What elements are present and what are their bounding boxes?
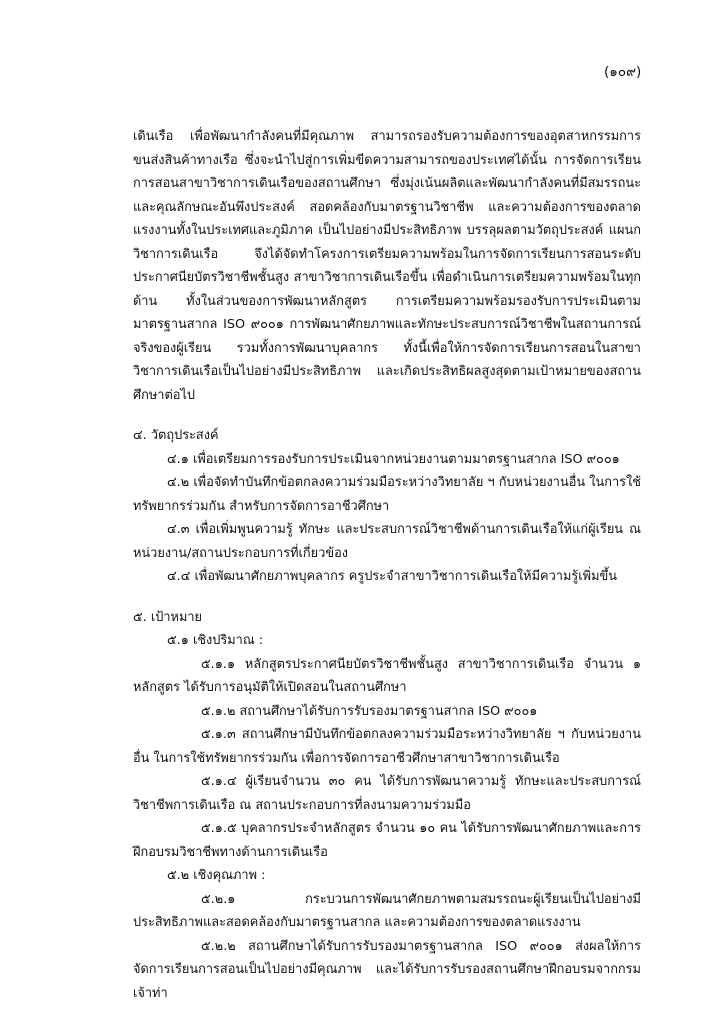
quantity-target-item: ๕.๑.๓ สถานศึกษามีบันทึกข้อตกลงความร่วมมือระหว่างวิทยาลัย ฯ กับหน่วยงานอื่น ในการใช้ทรัพยากรร่วมกัน เพื่อการจัดการอาชีวศึกษาสาขาวิชาการเดินเรือ: [133, 727, 641, 766]
quantity-heading: ๕.๑ เชิงปริมาณ :: [167, 633, 264, 648]
quality-target-item: ๕.๒.๑ กระบวนการพัฒนาศักยภาพตามสมรรถนะผู้เรียนเป็นไปอย่างมีประสิทธิภาพและสอดคล้องกับมาตรฐานสากล และความต้องการของตลาดแรงงาน: [133, 891, 641, 930]
quantity-target-item: ๕.๑.๑ หลักสูตรประกาศนียบัตรวิชาชีพชั้นสูง สาขาวิชาการเดินเรือ จำนวน ๑ หลักสูตร ได้รับการอนุมัติให้เปิดสอนในสถานศึกษา: [133, 656, 641, 695]
intro-paragraph: เดินเรือ เพื่อพัฒนากำลังคนที่มีคุณภาพ สามารถรองรับความต้องการของอุตสาหกรรมการขนส่งสินค้าทางเรือ ซึ่งจะนำไปสู่การเพิ่มขีดความสามารถของประเทศได้นั้น การจัดการเรียนการสอนสาขาวิชาการเดินเรือของสถานศึกษา ซึ่งมุ่งเน้นผลิตและพัฒนากำลังคนที่มีสมรรถนะ และคุณลักษณะอันพึงประสงค์ สอดคล้องกับมาตรฐานวิชาชีพ และความต้องการของตลาดแรงงานทั้งในประเทศและภูมิภาค เป็นไปอย่างมีประสิทธิภาพ บรรลุผลตามวัตถุประสงค์ แผนกวิชาการเดินเรือ จึงได้จัดทำโครงการเตรียมความพร้อมในการจัดการเรียนการสอนระดับประกาศนียบัตรวิชาชีพชั้นสูง สาขาวิชาการเดินเรือขึ้น เพื่อดำเนินการเตรียมความพร้อมในทุกด้าน ทั้งในส่วนของการพัฒนาหลักสูตร การเตรียมความพร้อมรองรับการประเมินตามมาตรฐานสากล ISO ๙๐๐๑ การพัฒนาศักยภาพและทักษะประสบการณ์วิชาชีพในสถานการณ์จริงของผู้เรียน รวมทั้งการพัฒนาบุคลากร ทั้งนี้เพื่อให้การจัดการเรียนการสอนในสาขาวิชาการเดินเรือเป็นไปอย่างมีประสิทธิภาพ และเกิดประสิทธิผลสูงสุดตามเป้าหมายของสถานศึกษาต่อไป: [133, 129, 641, 403]
quantity-target-item: ๕.๑.๔ ผู้เรียนจำนวน ๓๐ คน ได้รับการพัฒนาความรู้ ทักษะและประสบการณ์วิชาชีพการเดินเรือ ณ สถานประกอบการที่ลงนามความร่วมมือ: [133, 774, 641, 813]
section-5-heading: ๕. เป้าหมาย: [133, 609, 203, 625]
quantity-target-item: ๕.๑.๒ สถานศึกษาได้รับการรับรองมาตรฐานสากล ISO ๙๐๐๑: [201, 703, 538, 719]
objective-item: ๔.๔ เพื่อพัฒนาศักยภาพบุคลากร ครูประจำสาขาวิชาการเดินเรือให้มีความรู้เพิ่มขึ้น: [167, 569, 618, 584]
quantity-target-item: ๕.๑.๕ บุคลากรประจำหลักสูตร จำนวน ๑๐ คน ได้รับการพัฒนาศักยภาพและการฝึกอบรมวิชาชีพทางด้านการเดินเรือ: [133, 821, 641, 860]
document-body: [133, 125, 641, 1005]
page-number: (๑๐๙): [604, 64, 642, 80]
quality-target-item: ๕.๒.๒ สถานศึกษาได้รับการรับรองมาตรฐานสากล ISO ๙๐๐๑ ส่งผลให้การจัดการเรียนการสอนเป็นไปอย่างมีคุณภาพ และได้รับการรับรองสถานศึกษาฝึกอบรมจากกรมเจ้าท่า: [133, 938, 641, 1001]
objective-item: ๔.๑ เพื่อเตรียมการรองรับการประเมินจากหน่วยงานตามมาตรฐานสากล ISO ๙๐๐๑: [167, 451, 620, 467]
section-4-heading: ๔. วัตถุประสงค์: [133, 428, 219, 443]
quality-heading: ๕.๒ เชิงคุณภาพ :: [167, 868, 266, 883]
objective-item: ๔.๓ เพื่อเพิ่มพูนความรู้ ทักษะ และประสบการณ์วิชาชีพด้านการเดินเรือให้แก่ผู้เรียน ณ หน่วยงาน/สถานประกอบการที่เกี่ยวข้อง: [133, 522, 641, 561]
objective-item: ๔.๒ เพื่อจัดทำบันทึกข้อตกลงความร่วมมือระหว่างวิทยาลัย ฯ กับหน่วยงานอื่น ในการใช้ทรัพยากรร่วมกัน สำหรับการจัดการอาชีวศึกษา: [133, 475, 641, 514]
